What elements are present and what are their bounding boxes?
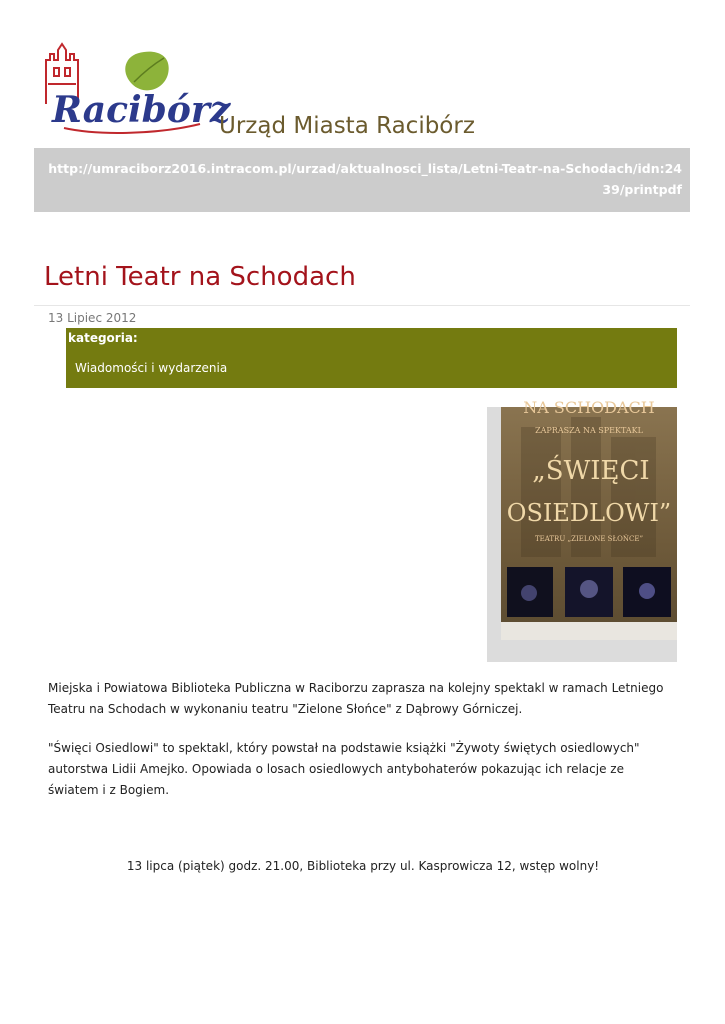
event-poster-image[interactable]	[501, 398, 677, 640]
site-name: Urząd Miasta Racibórz	[219, 113, 475, 139]
logo-wordmark: Racibórz	[52, 89, 231, 131]
raciborz-logo[interactable]	[40, 40, 231, 140]
paragraph-3: 13 lipca (piątek) godz. 21.00, Biblioteka przy ul. Kasprowicza 12, wstęp wolny!	[126, 859, 600, 873]
poster-line-2: ZAPRASZA NA SPEKTAKL	[535, 426, 643, 435]
category-label: kategoria:	[68, 331, 138, 345]
leaf-icon	[125, 52, 168, 91]
title-divider	[34, 305, 690, 306]
poster-frame	[487, 398, 677, 662]
poster-photo-panels	[507, 567, 671, 617]
category-link[interactable]: Wiadomości i wydarzenia	[75, 361, 228, 375]
article-title: Letni Teatr na Schodach	[44, 262, 356, 292]
paragraph-2: "Święci Osiedlowi" to spektakl, który powstał na podstawie książki "Żywoty świętych osiedlowych" autorstwa Lidii Amejko. Opowiada o losach osiedlowych antybohaterów pokazując ich relacje ze światem i z Bogiem.	[48, 741, 640, 797]
page-url[interactable]: http://umraciborz2016.intracom.pl/urzad/aktualnosci_lista/Letni-Teatr-na-Schodach/idn:2439/printpdf	[34, 148, 690, 212]
poster-line-5: TEATRU „ZIELONE SŁOŃCE”	[534, 535, 644, 543]
paragraph-1: Miejska i Powiatowa Biblioteka Publiczna w Raciborzu zaprasza na kolejny spektakl w ramach Letniego Teatru na Schodach w wykonaniu teatru "Zielone Słońce" z Dąbrowy Górniczej.	[48, 681, 664, 716]
category-box	[66, 328, 677, 388]
poster-line-3: „ŚWIĘCI	[532, 456, 650, 486]
article-date: 13 Lipiec 2012	[48, 311, 137, 325]
poster-line-1: NA SCHODACH	[523, 398, 655, 417]
poster-line-4: OSIEDLOWI”	[506, 499, 672, 527]
